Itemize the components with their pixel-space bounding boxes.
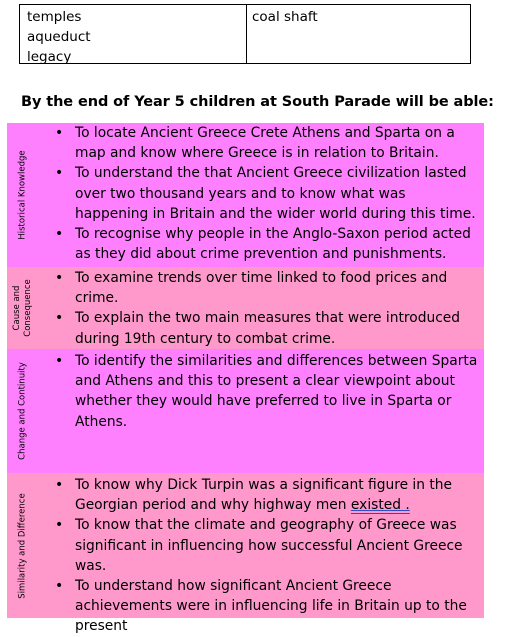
bullet-list: [38, 351, 484, 432]
row-label: Change and Continuity: [17, 362, 27, 460]
vocabulary-table: [19, 4, 471, 64]
vocab-column-left: [20, 5, 247, 63]
row-similarity-difference: [7, 473, 484, 635]
row-label: Similarity and Difference: [17, 492, 27, 599]
row-historical-knowledge: [7, 123, 484, 267]
side-cell: [7, 473, 38, 618]
list-item: • To examine trends over time linked to food prices and crime.: [38, 268, 484, 308]
list-item-text: To know why Dick Turpin was a significant figure in the Georgian period and why highway men: [75, 477, 453, 514]
vocab-term: legacy: [27, 49, 72, 65]
row-label: [12, 279, 34, 336]
row-label: Historical Knowledge: [17, 150, 27, 240]
spellcheck-flagged-text: existed .: [350, 497, 410, 514]
row-content: [38, 349, 484, 473]
row-content: [38, 473, 484, 635]
vocab-column-right: [247, 5, 470, 63]
vocab-term: coal shaft: [252, 9, 318, 25]
list-item: • To understand how significant Ancient Greece achievements were in influencing life in Britain up to the present: [38, 576, 484, 637]
list-item: • To understand the that Ancient Greece civilization lasted over two thousand years and to know what was happening in Britain and the wider world during this time.: [38, 163, 484, 224]
side-cell: [7, 267, 38, 349]
side-cell: [7, 123, 38, 267]
row-content: [38, 123, 484, 267]
row-change-continuity: [7, 349, 484, 473]
skills-table: [7, 123, 484, 635]
bullet-list: [38, 475, 484, 637]
row-cause-consequence: [7, 267, 484, 349]
vocab-term: temples: [27, 9, 82, 25]
bullet-list: [38, 123, 484, 264]
row-label-line: Cause and: [11, 285, 22, 331]
section-heading: By the end of Year 5 children at South Parade will be able:: [21, 94, 494, 110]
row-label-line: Consequence: [22, 279, 33, 337]
bullet-list: [38, 268, 484, 349]
side-cell: [7, 349, 38, 473]
row-content: [38, 267, 484, 349]
list-item: • To locate Ancient Greece Crete Athens and Sparta on a map and know where Greece is in relation to Britain.: [38, 123, 484, 163]
list-item: • To know that the climate and geography of Greece was significant in influencing how successful Ancient Greece was.: [38, 515, 484, 576]
list-item: [38, 475, 484, 515]
list-item: • To identify the similarities and differences between Sparta and Athens and this to present a clear viewpoint about whether they would have preferred to live in Sparta or Athens.: [38, 351, 484, 432]
vocab-term: aqueduct: [27, 29, 91, 45]
list-item: • To explain the two main measures that were introduced during 19th century to combat crime.: [38, 308, 484, 348]
list-item: • To recognise why people in the Anglo-Saxon period acted as they did about crime prevention and punishments.: [38, 224, 484, 264]
